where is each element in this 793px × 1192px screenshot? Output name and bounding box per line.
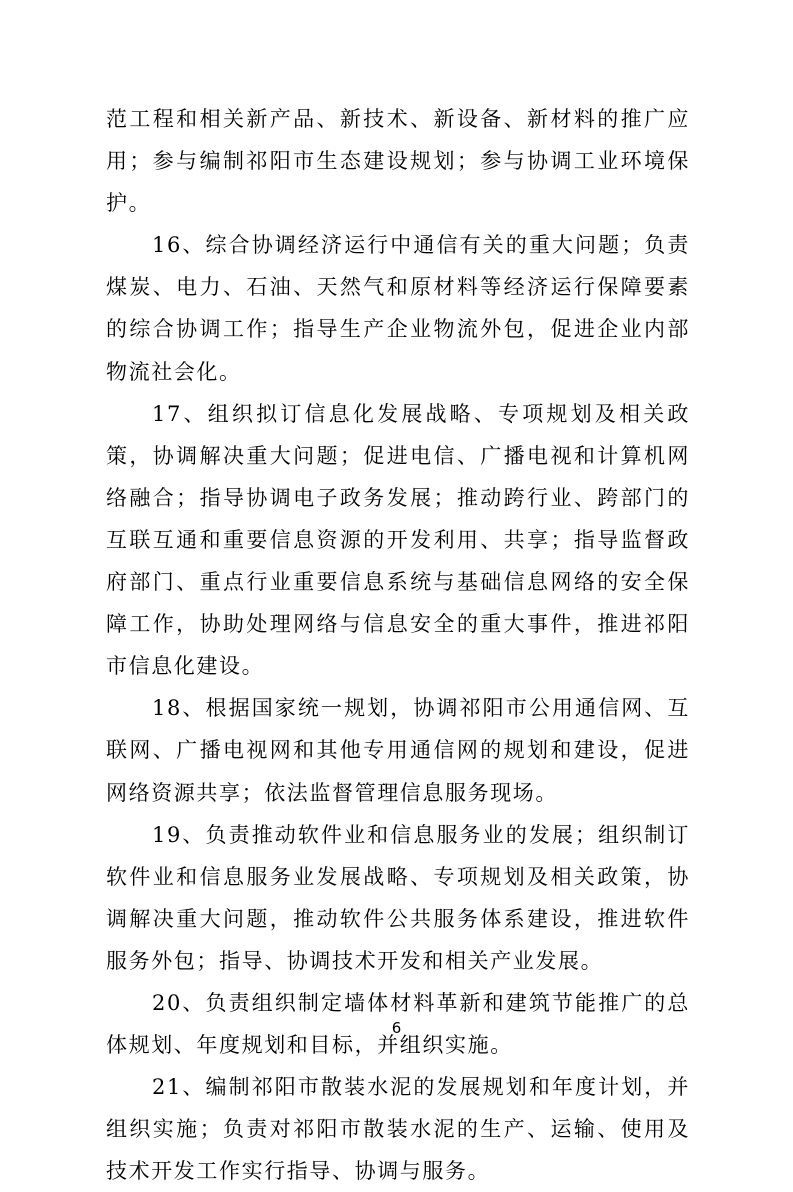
page-number: 6 [391,1019,402,1037]
paragraph-item-21: 21、编制祁阳市散装水泥的发展规划和年度计划，并组织实施；负责对祁阳市散装水泥的生产、运输、使用及技术开发工作实行指导、协调与服务。 [106,1075,690,1184]
paragraph-item-16: 16、综合协调经济运行中通信有关的重大问题；负责煤炭、电力、石油、天然气和原材料等经济运行保障要素的综合协调工作；指导生产企业物流外包，促进企业内部物流社会化。 [106,233,690,384]
paragraph-item-20: 20、负责组织制定墙体材料革新和建筑节能推广的总体规划、年度规划和目标，并组织实施。 [106,990,690,1058]
paragraph-item-19: 19、负责推动软件业和信息服务业的发展；组织制订软件业和信息服务业发展战略、专项规划及相关政策，协调解决重大问题，推动软件公共服务体系建设，推进软件服务外包；指导、协调技术开发和相关产业发展。 [106,822,690,973]
paragraph-item-17: 17、组织拟订信息化发展战略、专项规划及相关政策，协调解决重大问题；促进电信、广播电视和计算机网络融合；指导协调电子政务发展；推动跨行业、跨部门的互联互通和重要信息资源的开发利用、共享；指导监督政府部门、重点行业重要信息系统与基础信息网络的安全保障工作，协助处理网络与信息安全的重大事件，推进祁阳市信息化建设。 [106,401,690,679]
paragraph-continuation: 范工程和相关新产品、新技术、新设备、新材料的推广应用；参与编制祁阳市生态建设规划；参与协调工业环境保护。 [106,107,690,216]
paragraph-item-18: 18、根据国家统一规划，协调祁阳市公用通信网、互联网、广播电视网和其他专用通信网的规划和建设，促进网络资源共享；依法监督管理信息服务现场。 [106,696,690,805]
